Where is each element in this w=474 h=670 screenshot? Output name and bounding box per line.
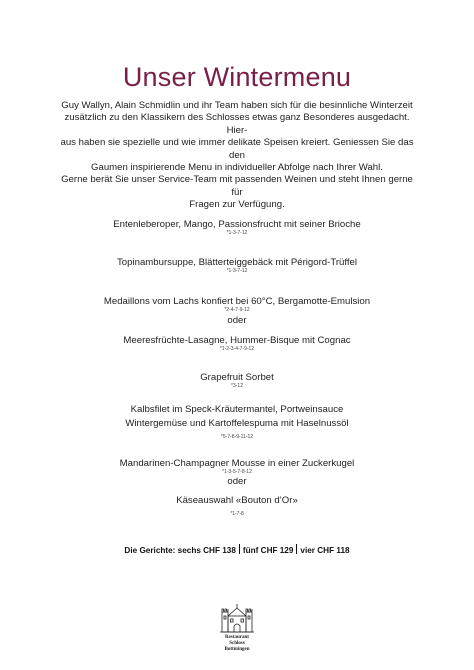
price-line [0, 544, 474, 555]
dish-name-continued: Wintergemüse und Kartoffelespuma mit Haselnussöl [125, 418, 349, 429]
intro-line: Fragen zur Verfügung. [189, 199, 285, 211]
dish-name: Kalbsfilet im Speck-Kräutermantel, Portweinsauce [130, 404, 344, 415]
dish-name: Mandarinen-Champagner Mousse in einer Zuckerkugel [119, 458, 355, 469]
allergen-codes: *2-4-7-9-12 [224, 307, 250, 313]
dish-name: Meeresfrüchte-Lasagne, Hummer-Bisque mit Cognac [123, 335, 351, 346]
or-separator: oder [227, 476, 247, 487]
allergen-codes: *5-7-8-9-11-12 [220, 434, 254, 440]
price-six-courses: Die Gerichte: sechs CHF 138 [124, 546, 236, 555]
price-divider [239, 544, 240, 554]
price-four-courses: vier CHF 118 [300, 546, 350, 555]
intro-line: zusätzlich zu den Klassikern des Schlosses etwas ganz Besonderes ausgedacht. Hier- [64, 112, 410, 136]
dish-name: Grapefruit Sorbet [200, 372, 274, 383]
page-title: Unser Wintermenu [122, 62, 352, 92]
intro-line: aus haben sie spezielle und wie immer delikate Speisen kreiert. Geniessen Sie das den [60, 137, 414, 161]
dish-name: Entenleberoper, Mango, Passionsfrucht mit seiner Brioche [113, 219, 361, 230]
intro-line: Gaumen inspirierende Menu in individueller Abfolge nach Ihrer Wahl. [91, 162, 383, 174]
allergen-codes: *1-3-7-12 [226, 230, 248, 236]
allergen-codes: *1-7-8 [230, 511, 244, 517]
logo-text-line: Bottmingen [224, 647, 250, 652]
logo-text-line: Restaurant [225, 635, 249, 640]
allergen-codes: *1-3-7-12 [226, 268, 248, 274]
dish-name: Topinambursuppe, Blätterteiggebäck mit Périgord-Trüffel [117, 257, 357, 268]
intro-line: Gerne berät Sie unser Service-Team mit passenden Weinen und steht Ihnen gerne für [61, 174, 413, 198]
allergen-codes: *3-12 [231, 383, 243, 389]
price-five-courses: fünf CHF 129 [242, 546, 294, 555]
castle-icon [219, 602, 255, 634]
intro-text [58, 100, 416, 212]
dish-name: Käseauswahl «Bouton d’Or» [176, 495, 298, 506]
price-divider [296, 544, 297, 554]
restaurant-logo [219, 602, 255, 656]
intro-line: Guy Wallyn, Alain Schmidlin und ihr Team haben sich für die besinnliche Winterzeit [61, 100, 413, 111]
logo-text-line: Schloss [229, 641, 245, 646]
or-separator: oder [227, 315, 247, 326]
allergen-codes: *1-2-3-4-7-9-12 [219, 346, 255, 352]
allergen-codes: *1-3-5-7-8-12 [222, 469, 252, 475]
dish-name: Medaillons vom Lachs konfiert bei 60°C, Bergamotte-Emulsion [103, 296, 371, 307]
